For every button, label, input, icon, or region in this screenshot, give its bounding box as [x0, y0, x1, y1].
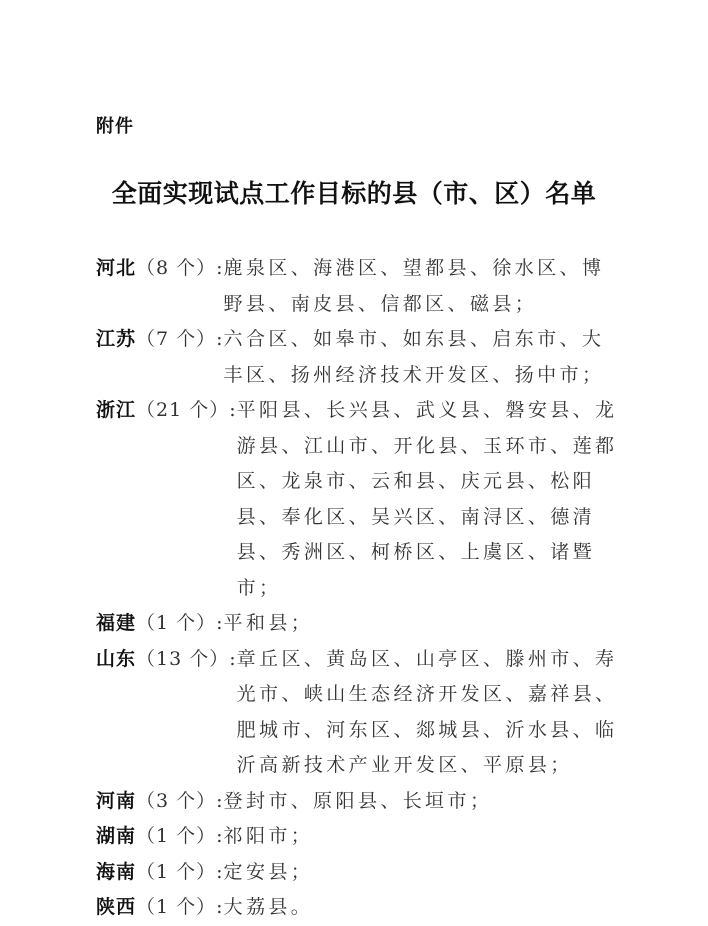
province-name: 湖南 [96, 825, 137, 847]
county-list [96, 251, 626, 926]
attachment-label: 附件 [96, 116, 134, 137]
county-items: 大荔县。 [223, 896, 314, 918]
list-item-shaanxi [96, 890, 626, 926]
list-item-zhejiang [96, 393, 626, 606]
county-count: （13 个）: [136, 647, 237, 670]
county-count: （1 个）: [136, 896, 224, 918]
entry-label [96, 251, 224, 287]
entry-label [96, 606, 224, 642]
entry-label [96, 784, 224, 820]
county-items: 登封市、原阳县、长垣市； [223, 789, 493, 812]
list-item-jiangsu [96, 322, 626, 393]
entry-label [96, 393, 237, 429]
province-name: 江苏 [96, 328, 137, 350]
entry-label [96, 819, 224, 855]
entry-label [96, 855, 224, 891]
province-name: 海南 [96, 860, 137, 883]
province-name: 河北 [96, 257, 137, 279]
county-count: （7 个）: [136, 328, 224, 350]
province-name: 福建 [96, 612, 137, 634]
county-count: （1 个）: [136, 860, 224, 883]
county-items: 鹿泉区、海港区、望都县、徐水区、博野县、南皮县、信都区、磁县； [223, 257, 605, 315]
county-items: 平阳县、长兴县、武义县、磐安县、龙游县、江山市、开化县、玉环市、莲都区、龙泉市、云和县、庆元县、松阳县、奉化区、吴兴区、南浔区、德清县、秀洲区、柯桥区、上虞区、诸暨市； [236, 399, 618, 599]
county-items: 定安县； [223, 860, 314, 883]
county-items: 祁阳市； [223, 825, 314, 847]
list-item-hebei [96, 251, 626, 322]
list-item-henan [96, 784, 626, 820]
province-name: 山东 [96, 647, 137, 670]
county-count: （3 个）: [136, 789, 224, 812]
list-item-fujian [96, 606, 626, 642]
list-item-hainan [96, 855, 626, 891]
county-count: （1 个）: [136, 825, 224, 847]
county-count: （1 个）: [136, 612, 224, 634]
county-items: 章丘区、黄岛区、山亭区、滕州市、寿光市、峡山生态经济开发区、嘉祥县、肥城市、河东区、郯城县、沂水县、临沂高新技术产业开发区、平原县； [236, 647, 618, 776]
list-item-shandong [96, 642, 626, 784]
list-item-hunan [96, 819, 626, 855]
document-title: 全面实现试点工作目标的县（市、区）名单 [111, 179, 597, 208]
province-name: 河南 [96, 789, 137, 812]
entry-label [96, 642, 237, 678]
entry-label [96, 890, 224, 926]
province-name: 陕西 [96, 896, 137, 918]
county-items: 平和县； [223, 612, 314, 634]
county-items: 六合区、如皋市、如东县、启东市、大丰区、扬州经济技术开发区、扬中市； [223, 328, 605, 386]
county-count: （8 个）: [136, 257, 224, 279]
county-count: （21 个）: [136, 399, 237, 421]
province-name: 浙江 [96, 399, 137, 421]
entry-label [96, 322, 224, 358]
